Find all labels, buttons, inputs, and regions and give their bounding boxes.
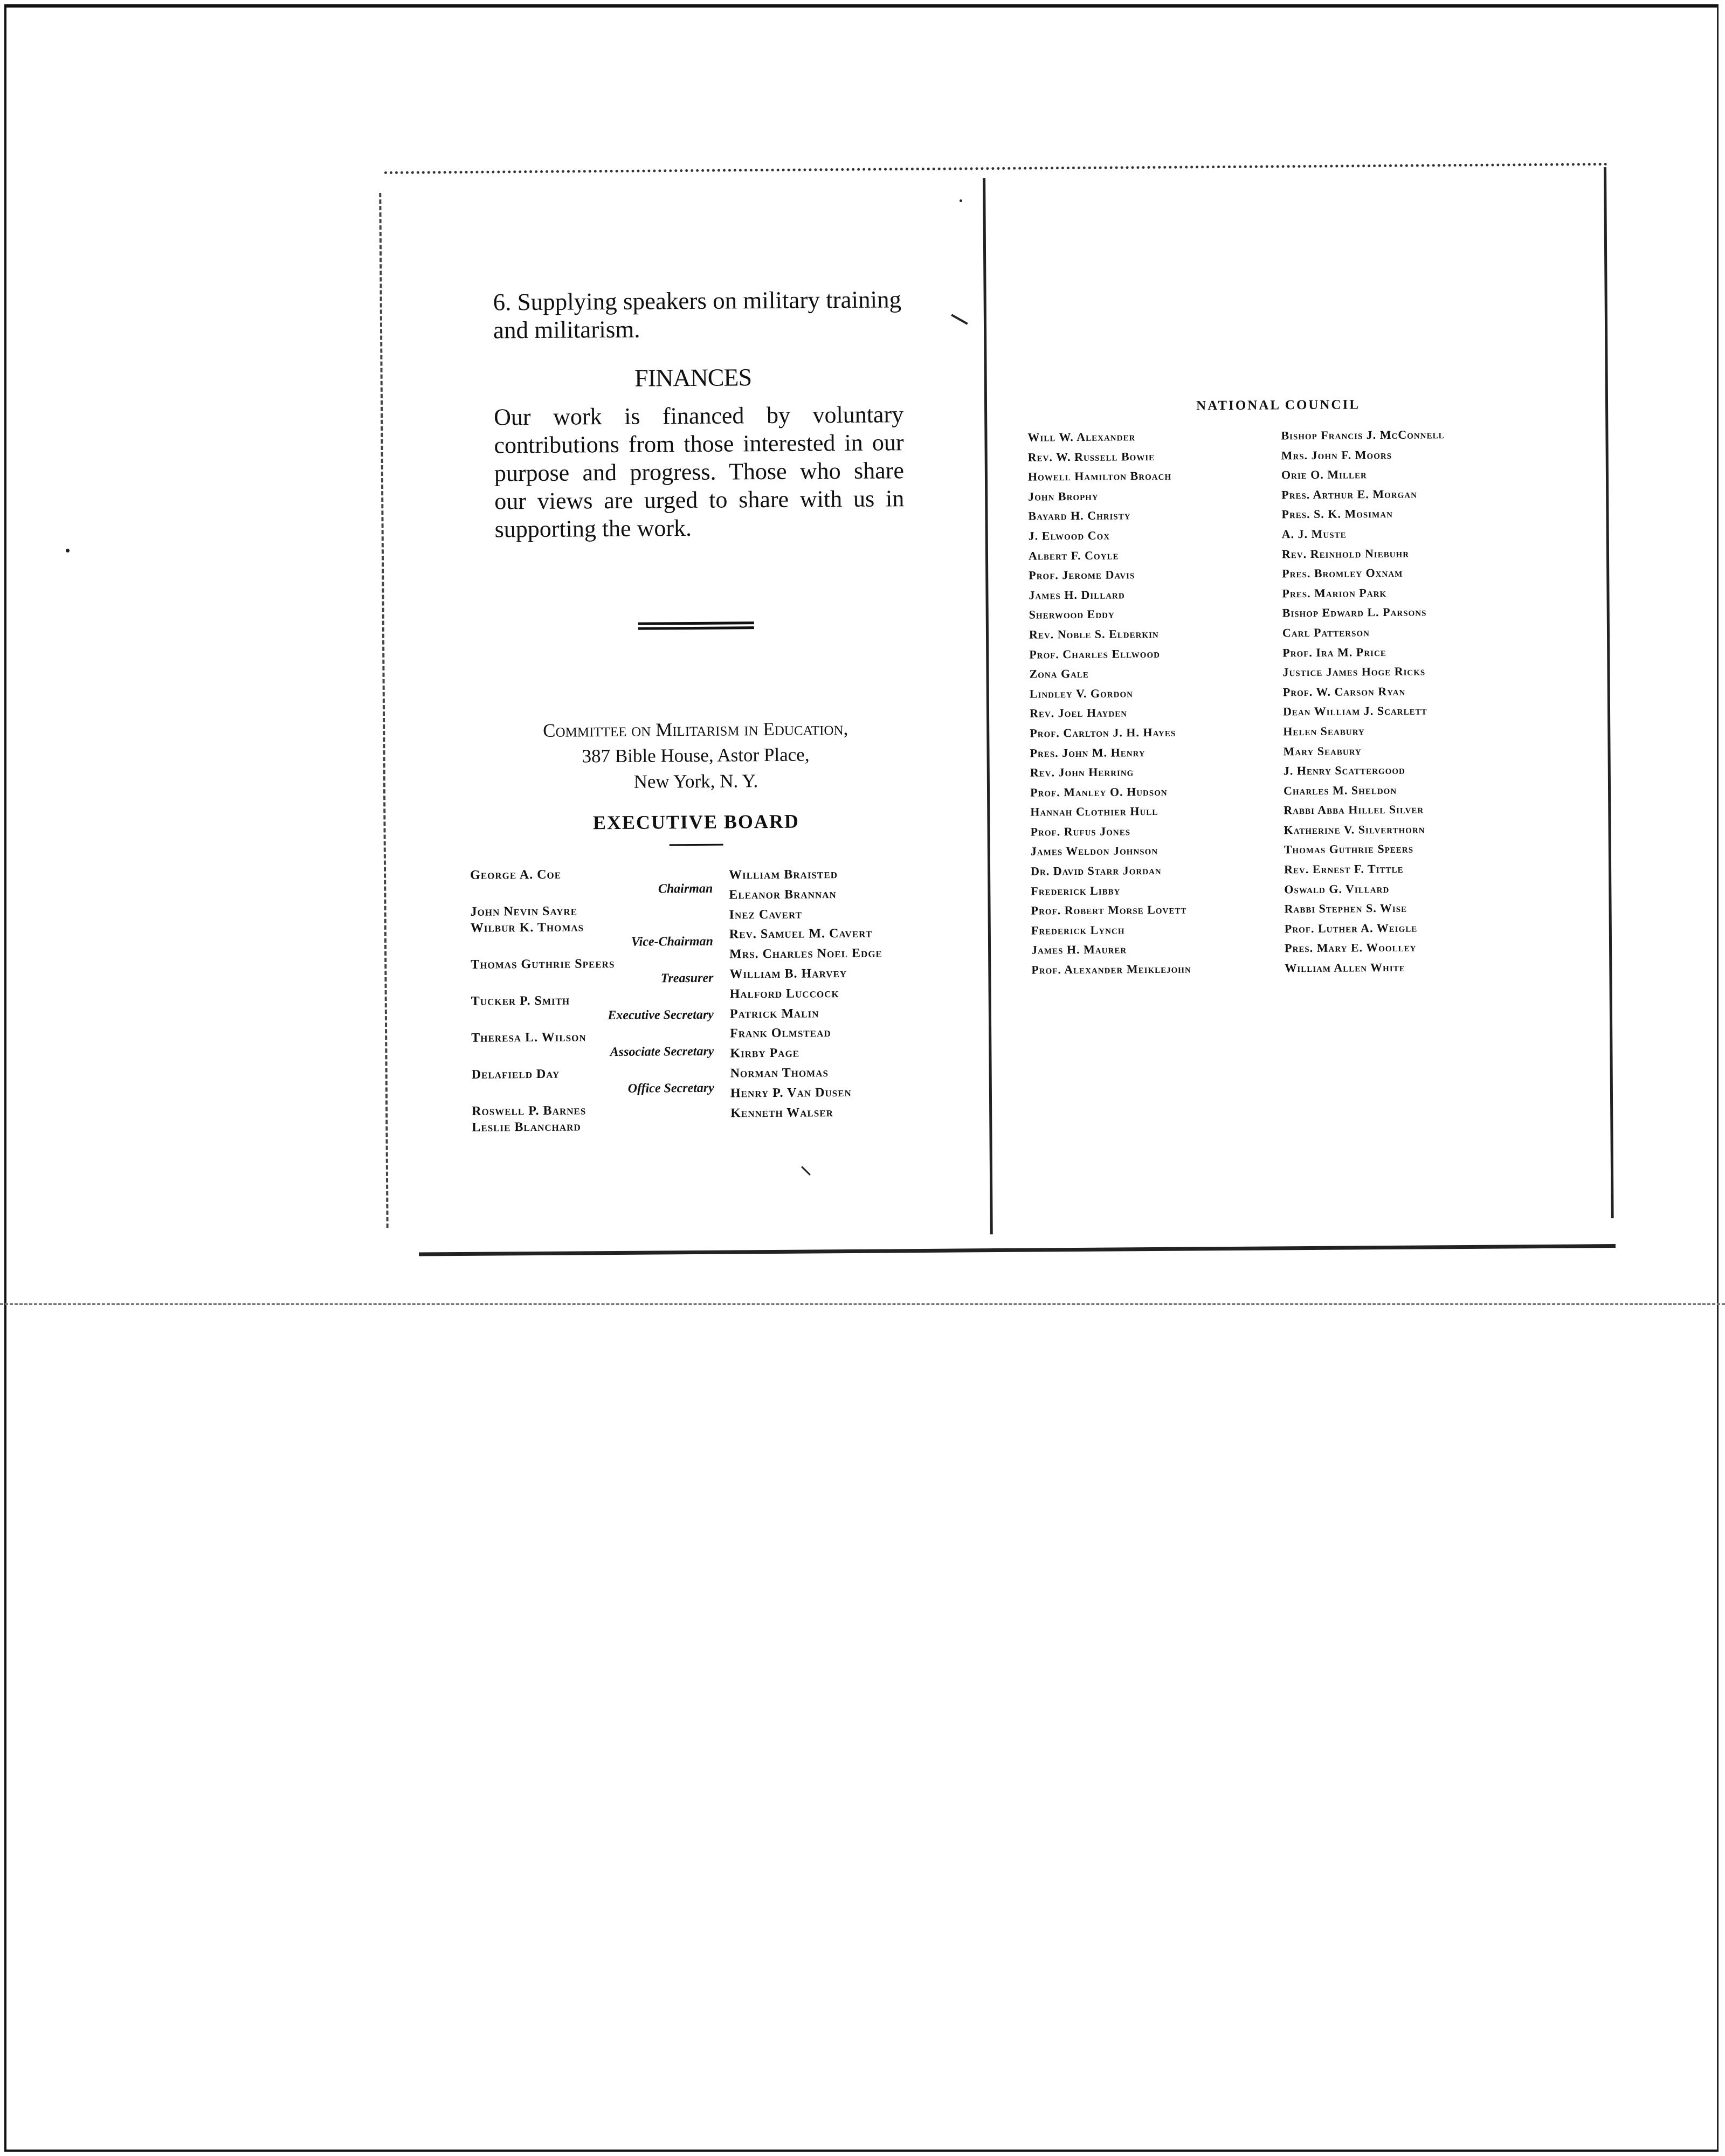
council-member-name: Prof. Robert Morse Lovett <box>1031 902 1187 917</box>
council-member-name: Pres. John M. Henry <box>1030 745 1146 760</box>
double-rule-divider <box>638 621 754 630</box>
council-member-name: Dean William J. Scarlett <box>1282 703 1427 718</box>
council-member-name: Sherwood Eddy <box>1029 607 1115 621</box>
council-member-name: Rev. Joel Hayden <box>1029 706 1128 720</box>
officer-role: Treasurer <box>660 971 714 986</box>
committee-address <box>415 715 976 796</box>
council-member-name: Thomas Guthrie Speers <box>1284 842 1414 856</box>
council-member-name: Prof. Alexander Meiklejohn <box>1031 962 1191 977</box>
executive-board-members <box>729 864 962 1123</box>
council-member-name: Zona Gale <box>1029 666 1089 681</box>
council-member-name: Katherine V. Silverthorn <box>1284 822 1425 837</box>
board-member-name: Norman Thomas <box>730 1066 829 1081</box>
council-member-name: Rev. W. Russell Bowie <box>1027 449 1155 464</box>
council-member-name: Mrs. John F. Moors <box>1281 447 1392 462</box>
council-member-name: J. Henry Scattergood <box>1283 763 1405 778</box>
fold-line <box>0 1303 1725 1305</box>
council-member-name: Mary Seabury <box>1283 743 1362 758</box>
officer-role: Vice-Chairman <box>631 934 714 949</box>
board-member-name: Inez Cavert <box>729 907 803 922</box>
council-member-name: Bayard H. Christy <box>1028 508 1131 523</box>
officer-role: Executive Secretary <box>608 1007 714 1023</box>
committee-city: New York, N. Y. <box>633 770 758 792</box>
council-member-name: Frederick Lynch <box>1031 923 1125 937</box>
executive-board-heading: EXECUTIVE BOARD <box>592 810 800 834</box>
council-member-name: Bishop Francis J. McConnell <box>1281 427 1445 443</box>
national-council-column-left <box>1027 426 1295 980</box>
council-member-name: Bishop Edward L. Parsons <box>1282 605 1427 620</box>
council-member-name: Lindley V. Gordon <box>1029 686 1133 701</box>
council-member-name: Orie O. Miller <box>1281 467 1367 482</box>
council-member-name: Rabbi Stephen S. Wise <box>1284 901 1407 916</box>
council-member-name: Prof. Rufus Jones <box>1030 824 1131 839</box>
officer-name: Thomas Guthrie Speers <box>471 957 615 972</box>
council-member-name: James H. Dillard <box>1029 588 1125 602</box>
board-member-name: William Braisted <box>729 867 838 882</box>
board-member-name: Patrick Malin <box>729 1006 819 1021</box>
council-member-name: Helen Seabury <box>1283 724 1365 738</box>
council-member-name: Pres. Bromley Oxnam <box>1282 565 1403 581</box>
council-member-name: Prof. Jerome Davis <box>1029 568 1135 582</box>
board-member-name: Kirby Page <box>730 1046 800 1061</box>
council-member-name: Prof. Charles Ellwood <box>1029 646 1160 661</box>
council-member-name: Rev. Reinhold Niebuhr <box>1281 546 1410 561</box>
board-member-name: Halford Luccock <box>729 986 839 1001</box>
officer-name: Leslie Blanchard <box>472 1120 581 1135</box>
booklet-right-edge <box>1604 167 1614 1218</box>
board-member-name: Eleanor Brannan <box>729 887 837 902</box>
council-member-name: James Weldon Johnson <box>1030 844 1158 859</box>
council-member-name: William Allen White <box>1285 960 1405 975</box>
council-member-name: Hannah Clothier Hull <box>1030 804 1158 819</box>
officer-name: Tucker P. Smith <box>471 993 570 1008</box>
officer-name: Wilbur K. Thomas <box>470 920 584 935</box>
council-member-name: Prof. Luther A. Weigle <box>1284 921 1418 936</box>
council-member-name: Carl Patterson <box>1282 625 1370 640</box>
officer-name: John Nevin Sayre <box>470 904 578 919</box>
executive-board-officers <box>470 866 725 1136</box>
right-page <box>993 163 1605 1245</box>
council-member-name: Pres. Mary E. Woolley <box>1284 941 1417 955</box>
board-member-name: Frank Olmstead <box>730 1026 831 1041</box>
scan-speck <box>66 549 70 552</box>
council-member-name: J. Elwood Cox <box>1028 528 1110 543</box>
officer-name: Theresa L. Wilson <box>471 1030 586 1045</box>
council-member-name: Will W. Alexander <box>1027 430 1136 444</box>
item-6-text: 6. Supplying speakers on military training and militarism. <box>493 286 902 344</box>
board-member-name: Mrs. Charles Noel Edge <box>729 946 882 962</box>
council-member-name: Rev. Noble S. Elderkin <box>1029 626 1159 641</box>
executive-board-rule <box>670 844 723 846</box>
national-council-column-right <box>1281 424 1565 978</box>
officer-role: Chairman <box>658 881 713 896</box>
booklet-spread <box>379 163 1621 1260</box>
council-member-name: James H. Maurer <box>1031 942 1127 957</box>
council-member-name: Frederick Libby <box>1031 883 1121 898</box>
council-member-name: Rabbi Abba Hillel Silver <box>1284 802 1424 817</box>
booklet-spine <box>983 178 993 1234</box>
council-member-name: Oswald G. Villard <box>1284 881 1390 896</box>
board-member-name: Kenneth Walser <box>730 1105 833 1121</box>
officer-name: Delafield Day <box>471 1067 560 1082</box>
board-member-name: Henry P. Van Dusen <box>730 1085 852 1101</box>
council-member-name: Howell Hamilton Broach <box>1027 468 1172 483</box>
finances-paragraph: Our work is financed by voluntary contributions from those interested in our purpose and progress. Those who share our views are urged to share with us in supporting the work. <box>493 401 905 543</box>
board-member-name: Rev. Samuel M. Cavert <box>729 927 873 942</box>
council-member-name: Rev. John Herring <box>1030 765 1134 779</box>
committee-name: Committee on Militarism in Education, <box>543 717 848 741</box>
officer-name: George A. Coe <box>470 867 562 882</box>
officer-role: Associate Secretary <box>610 1044 714 1060</box>
council-member-name: Pres. Marion Park <box>1282 585 1387 600</box>
council-member-name: Albert F. Coyle <box>1028 548 1119 563</box>
left-page <box>411 167 979 1249</box>
committee-street: 387 Bible House, Astor Place, <box>582 744 810 767</box>
council-member-name: Justice James Hoge Ricks <box>1282 664 1426 679</box>
council-member-name: Rev. Ernest F. Tittle <box>1284 861 1404 876</box>
council-member-name: Pres. Arthur E. Morgan <box>1281 487 1418 502</box>
finances-heading: FINANCES <box>634 363 752 392</box>
council-member-name: Prof. Ira M. Price <box>1282 645 1386 659</box>
officer-name: Roswell P. Barnes <box>472 1103 586 1118</box>
council-member-name: Charles M. Sheldon <box>1283 783 1397 798</box>
council-member-name: Pres. S. K. Mosiman <box>1281 507 1393 521</box>
council-member-name: Prof. W. Carson Ryan <box>1282 684 1406 699</box>
council-member-name: Prof. Carlton J. H. Hayes <box>1030 725 1176 740</box>
officer-role: Office Secretary <box>627 1081 714 1096</box>
board-member-name: William B. Harvey <box>729 966 847 982</box>
council-member-name: John Brophy <box>1028 489 1099 503</box>
council-member-name: A. J. Muste <box>1281 527 1347 541</box>
national-council-heading: NATIONAL COUNCIL <box>1196 397 1361 413</box>
council-member-name: Prof. Manley O. Hudson <box>1030 784 1168 799</box>
council-member-name: Dr. David Starr Jordan <box>1030 863 1162 878</box>
